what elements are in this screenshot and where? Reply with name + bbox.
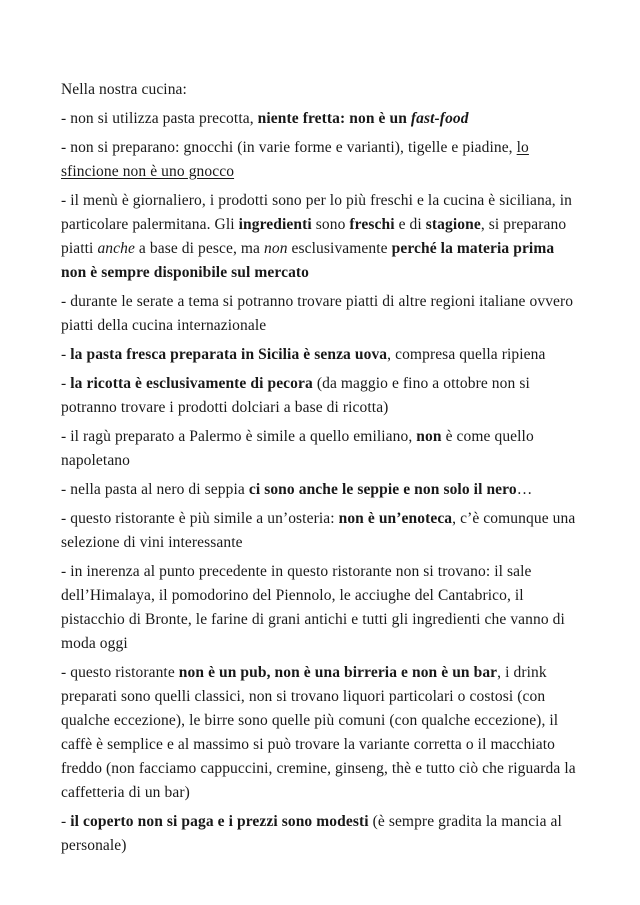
text-run: - (61, 813, 71, 830)
text-run: non è un’enoteca (338, 510, 453, 527)
paragraph (61, 478, 583, 502)
text-run: a base di pesce, ma (134, 240, 265, 257)
paragraph (61, 189, 583, 285)
text-run: - questo ristorante (61, 664, 179, 681)
text-run: ingredienti (238, 216, 312, 233)
text-run: … (516, 481, 533, 498)
text-run: - nella pasta al nero di seppia (61, 481, 249, 498)
text-run: - il menù è giornaliero, i prodotti sono per lo più freschi e la cucina è siciliana, in particolare palermitana. Gli (61, 192, 573, 233)
text-run: perché la materia prima non è sempre disponibile sul mercato (61, 240, 555, 281)
paragraph (61, 78, 583, 102)
paragraph (61, 107, 583, 131)
text-run: non (264, 240, 288, 257)
text-run: anche (97, 240, 135, 257)
text-run: il coperto non si paga e i prezzi sono modesti (70, 813, 369, 830)
paragraph (61, 343, 583, 367)
paragraph (61, 372, 583, 420)
text-run: - in inerenza al punto precedente in questo ristorante non si trovano: il sale dell’Himalaya, il pomodorino del Piennolo, le acciughe del Cantabrico, il pistacchio di Bronte, le farine di grani antichi e tutti gli ingredienti che vanno di moda oggi (61, 563, 565, 652)
document-content (61, 78, 583, 863)
text-run: (da maggio e fino a ottobre non si potranno trovare i prodotti dolciari a base di ricotta) (61, 375, 530, 416)
text-run: lo sfincione non è uno gnocco (61, 139, 529, 180)
text-run: non è un pub, non è una birreria e non è un bar (178, 664, 498, 681)
text-run: e di (394, 216, 426, 233)
text-run: - il ragù preparato a Palermo è simile a quello emiliano, (61, 428, 417, 445)
text-run: non (416, 428, 442, 445)
text-run: stagione (425, 216, 481, 233)
text-run: niente fretta: non è un (257, 110, 411, 127)
text-run: , i drink preparati sono quelli classici, non si trovano liquori particolari o costosi (con qualche eccezione), le birre sono quelle più comuni (con qualche eccezione), il caffè è semplice e al massimo si può trovare la variante corretta o il macchiato freddo (non facciamo cappuccini, cremine, ginseng, thè e tutto ciò che riguarda la caffetteria di un bar) (61, 664, 576, 801)
text-run: , si preparano piatti (61, 216, 567, 257)
text-run: - (61, 375, 71, 392)
text-run: , compresa quella ripiena (387, 346, 546, 363)
paragraph (61, 136, 583, 184)
text-run: - non si utilizza pasta precotta, (61, 110, 258, 127)
paragraph (61, 507, 583, 555)
text-run: è come quello napoletano (61, 428, 534, 469)
text-run: - durante le serate a tema si potranno trovare piatti di altre regioni italiane ovvero piatti della cucina internazionale (61, 293, 574, 334)
text-run: fast-food (410, 110, 469, 127)
text-run: la ricotta è esclusivamente di pecora (70, 375, 313, 392)
text-run: freschi (349, 216, 395, 233)
text-run: - (61, 346, 71, 363)
text-run: ci sono anche le seppie e non solo il nero (248, 481, 517, 498)
paragraph (61, 425, 583, 473)
text-run: , c’è comunque una selezione di vini interessante (61, 510, 576, 551)
text-run: - questo ristorante è più simile a un’osteria: (61, 510, 339, 527)
text-run: Nella nostra cucina: (61, 81, 187, 98)
text-run: la pasta fresca preparata in Sicilia è senza uova (70, 346, 388, 363)
paragraph (61, 810, 583, 858)
paragraph (61, 560, 583, 656)
text-run: esclusivamente (287, 240, 392, 257)
text-run: (è sempre gradita la mancia al personale) (61, 813, 562, 854)
paragraph (61, 290, 583, 338)
paragraph (61, 661, 583, 805)
text-run: - non si preparano: gnocchi (in varie forme e varianti), tigelle e piadine, (61, 139, 517, 156)
text-run: sono (311, 216, 350, 233)
